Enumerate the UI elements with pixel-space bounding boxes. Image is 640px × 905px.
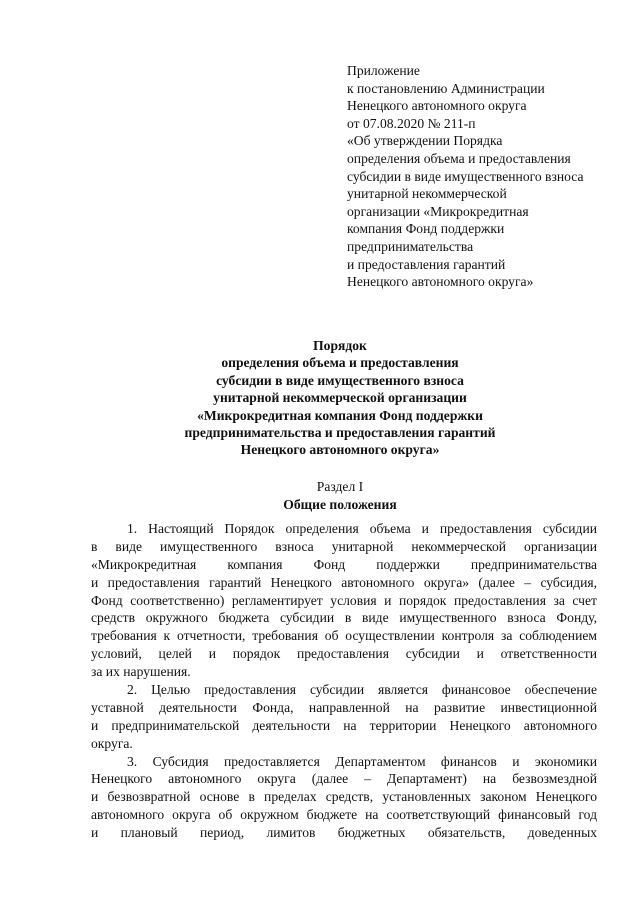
paragraph-line: за их нарушения. [91, 664, 191, 680]
title-line: Ненецкого автономного округа» [240, 442, 440, 458]
title-line: Порядок [313, 338, 367, 353]
paragraph-line: «Микрокредитная компания Фонд поддержки предпринимательства [91, 556, 597, 572]
paragraph-line: округа. [91, 735, 133, 751]
appendix-line: субсидии в виде имущественного взноса [347, 168, 584, 184]
section-title: Общие положения [283, 496, 397, 512]
title-line: «Микрокредитная компания Фонд поддержки [197, 407, 483, 423]
title-line: определения объема и предоставления [221, 355, 459, 371]
paragraph-1 [91, 520, 597, 681]
appendix-line: унитарной некоммерческой [347, 186, 507, 202]
section-number: Раздел I [316, 479, 364, 494]
appendix-line: от 07.08.2020 № 211-п [347, 115, 476, 131]
paragraph-line: 3. Субсидия предоставляется Департаментом финансов и экономики [127, 753, 597, 769]
appendix-line: определения объема и предоставления [347, 150, 571, 166]
paragraph-line: средств окружного бюджета субсидии в виде имущественного взноса Фонду, [91, 610, 597, 626]
paragraph-3 [91, 753, 597, 842]
document-title [80, 337, 600, 459]
appendix-line: «Об утверждении Порядка [347, 133, 503, 149]
title-line: унитарной некоммерческой организации [213, 390, 467, 406]
paragraph-line: 2. Целью предоставления субсидии является финансовое обеспечение [127, 682, 597, 698]
paragraph-line: и предоставления гарантий Ненецкого автономного округа» (далее – субсидия, [91, 574, 597, 590]
section-heading [80, 478, 600, 513]
paragraph-line: Фонд соответственно) регламентирует условия и порядок предоставления за счет [91, 592, 597, 608]
paragraph-line: и плановый период, лимитов бюджетных обязательств, доведенных [91, 825, 597, 841]
paragraph-line: 1. Настоящий Порядок определения объема и предоставления субсидии [127, 521, 597, 536]
paragraph-2 [91, 681, 597, 753]
appendix-line: Ненецкого автономного округа [347, 98, 527, 114]
appendix-line: и предоставления гарантий [347, 256, 506, 272]
appendix-line: компания Фонд поддержки [347, 221, 505, 237]
appendix-line: к постановлению Администрации [347, 80, 545, 96]
title-line: субсидии в виде имущественного взноса [216, 372, 464, 388]
paragraph-line: уставной деятельности Фонда, направленной на развитие инвестиционной [91, 699, 597, 715]
paragraph-line: Ненецкого автономного округа (далее – Департамент) на безвозмездной [91, 771, 597, 787]
appendix-line: Ненецкого автономного округа» [347, 274, 534, 290]
appendix-line: Приложение [347, 63, 420, 78]
appendix-line: организации «Микрокредитная [347, 203, 529, 219]
title-line: предпринимательства и предоставления гарантий [184, 425, 496, 441]
appendix-header [347, 62, 617, 291]
paragraph-line: условий, целей и порядок предоставления субсидии и ответственности [91, 646, 597, 662]
paragraph-line: автономного округа об окружном бюджете на соответствующий финансовый год [91, 807, 597, 823]
paragraph-line: и безвозвратной основе в пределах средств, установленных законом Ненецкого [91, 789, 597, 805]
paragraph-line: требования к отчетности, требования об осуществлении контроля за соблюдением [91, 628, 597, 644]
paragraph-line: и предпринимательской деятельности на территории Ненецкого автономного [91, 717, 597, 733]
appendix-line: предпринимательства [347, 238, 474, 254]
paragraph-line: в виде имущественного взноса унитарной некоммерческой организации [91, 538, 597, 554]
body-text [91, 520, 597, 842]
